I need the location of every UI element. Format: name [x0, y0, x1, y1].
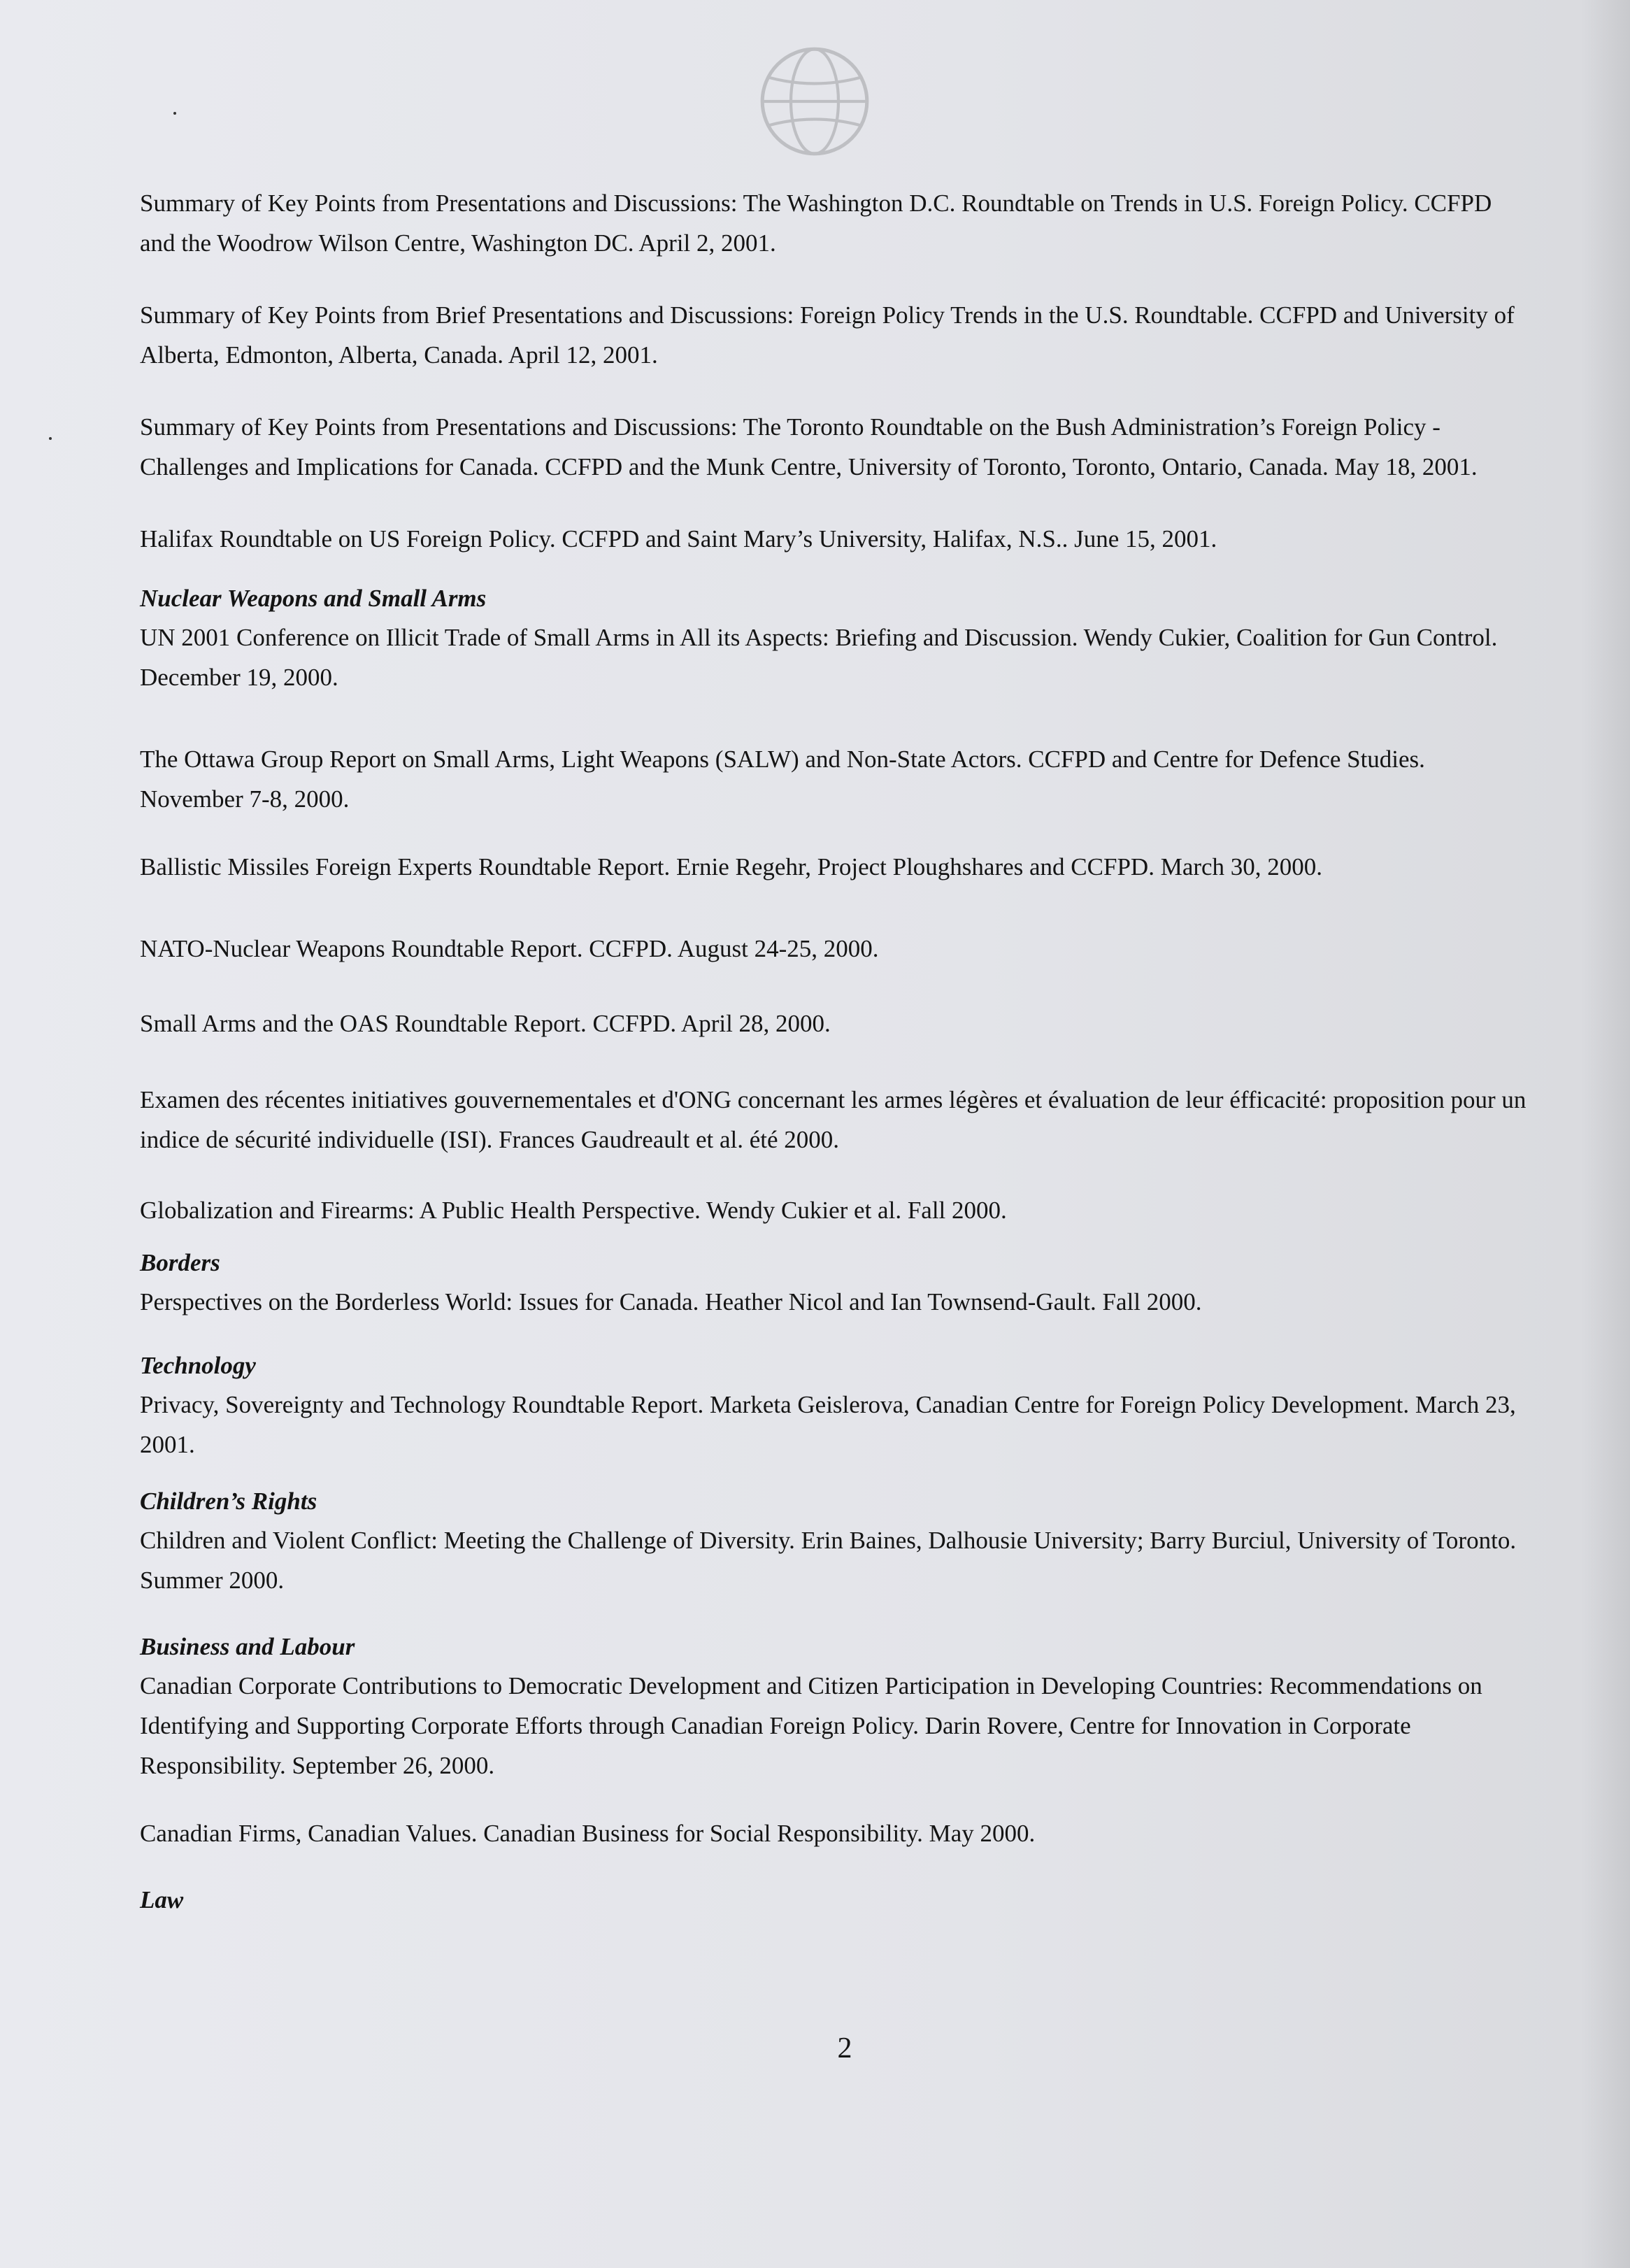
list-item: Halifax Roundtable on US Foreign Policy. CCFPD and Saint Mary’s University, Halifax, N.S.. June 15, 2001. — [140, 525, 1217, 552]
section-heading: Borders — [140, 1249, 220, 1276]
list-item: Privacy, Sovereignty and Technology Roundtable Report. Marketa Geislerova, Canadian Centre for Foreign Policy Development. March 23, 2001. — [140, 1391, 1516, 1458]
list-item: Summary of Key Points from Presentations and Discussions: The Washington D.C. Roundtable on Trends in U.S. Foreign Policy. CCFPD and the Woodrow Wilson Centre, Washington DC. April 2, 2001. — [140, 190, 1492, 257]
list-item: Canadian Firms, Canadian Values. Canadian Business for Social Responsibility. May 2000. — [140, 1820, 1036, 1847]
list-item: The Ottawa Group Report on Small Arms, Light Weapons (SALW) and Non-State Actors. CCFPD and Centre for Defence Studies. November 7-8, 2000. — [140, 746, 1425, 813]
speck — [49, 437, 52, 440]
list-item: NATO-Nuclear Weapons Roundtable Report. CCFPD. August 24-25, 2000. — [140, 935, 879, 962]
list-item: Examen des récentes initiatives gouvernementales et d'ONG concernant les armes légères et évaluation de leur éfficacité: proposition pour un indice de sécurité individuelle (ISI). Frances Gaudreault et al. été 2000. — [140, 1086, 1527, 1153]
speck — [173, 112, 176, 115]
list-item: Ballistic Missiles Foreign Experts Roundtable Report. Ernie Regehr, Project Ploughshares and CCFPD. March 30, 2000. — [140, 853, 1323, 880]
publication-list — [140, 183, 1531, 1919]
section-heading: Business and Labour — [140, 1633, 355, 1660]
section-heading: Children’s Rights — [140, 1488, 317, 1515]
list-item: Children and Violent Conflict: Meeting the Challenge of Diversity. Erin Baines, Dalhousie University; Barry Burciul, University of Toronto. Summer 2000. — [140, 1527, 1517, 1594]
list-item: Small Arms and the OAS Roundtable Report. CCFPD. April 28, 2000. — [140, 1010, 831, 1037]
globe-logo-icon — [755, 42, 874, 161]
section-heading: Technology — [140, 1352, 256, 1379]
list-item: Canadian Corporate Contributions to Democratic Development and Citizen Participation in Developing Countries: Recommendations on Identifying and Supporting Corporate Efforts through Canadian Foreign Policy. Darin Rovere, Centre for Innovation in Corporate Responsibility. September 26, 2000. — [140, 1672, 1482, 1779]
list-item: Globalization and Firearms: A Public Health Perspective. Wendy Cukier et al. Fall 2000. — [140, 1197, 1007, 1224]
section-heading: Nuclear Weapons and Small Arms — [140, 585, 487, 612]
page-number: 2 — [837, 2032, 852, 2064]
page-edge-shadow — [1581, 0, 1630, 2268]
list-item: Summary of Key Points from Brief Presentations and Discussions: Foreign Policy Trends in the U.S. Roundtable. CCFPD and University of Alberta, Edmonton, Alberta, Canada. April 12, 2001. — [140, 301, 1515, 369]
list-item: Summary of Key Points from Presentations and Discussions: The Toronto Roundtable on the Bush Administration’s Foreign Policy - Challenges and Implications for Canada. CCFPD and the Munk Centre, University of Toronto, Toronto, Ontario, Canada. May 18, 2001. — [140, 413, 1478, 480]
section-heading: Law — [140, 1886, 184, 1913]
list-item: UN 2001 Conference on Illicit Trade of Small Arms in All its Aspects: Briefing and Discussion. Wendy Cukier, Coalition for Gun Control. December 19, 2000. — [140, 624, 1498, 691]
list-item: Perspectives on the Borderless World: Issues for Canada. Heather Nicol and Ian Townsend-Gault. Fall 2000. — [140, 1288, 1202, 1315]
